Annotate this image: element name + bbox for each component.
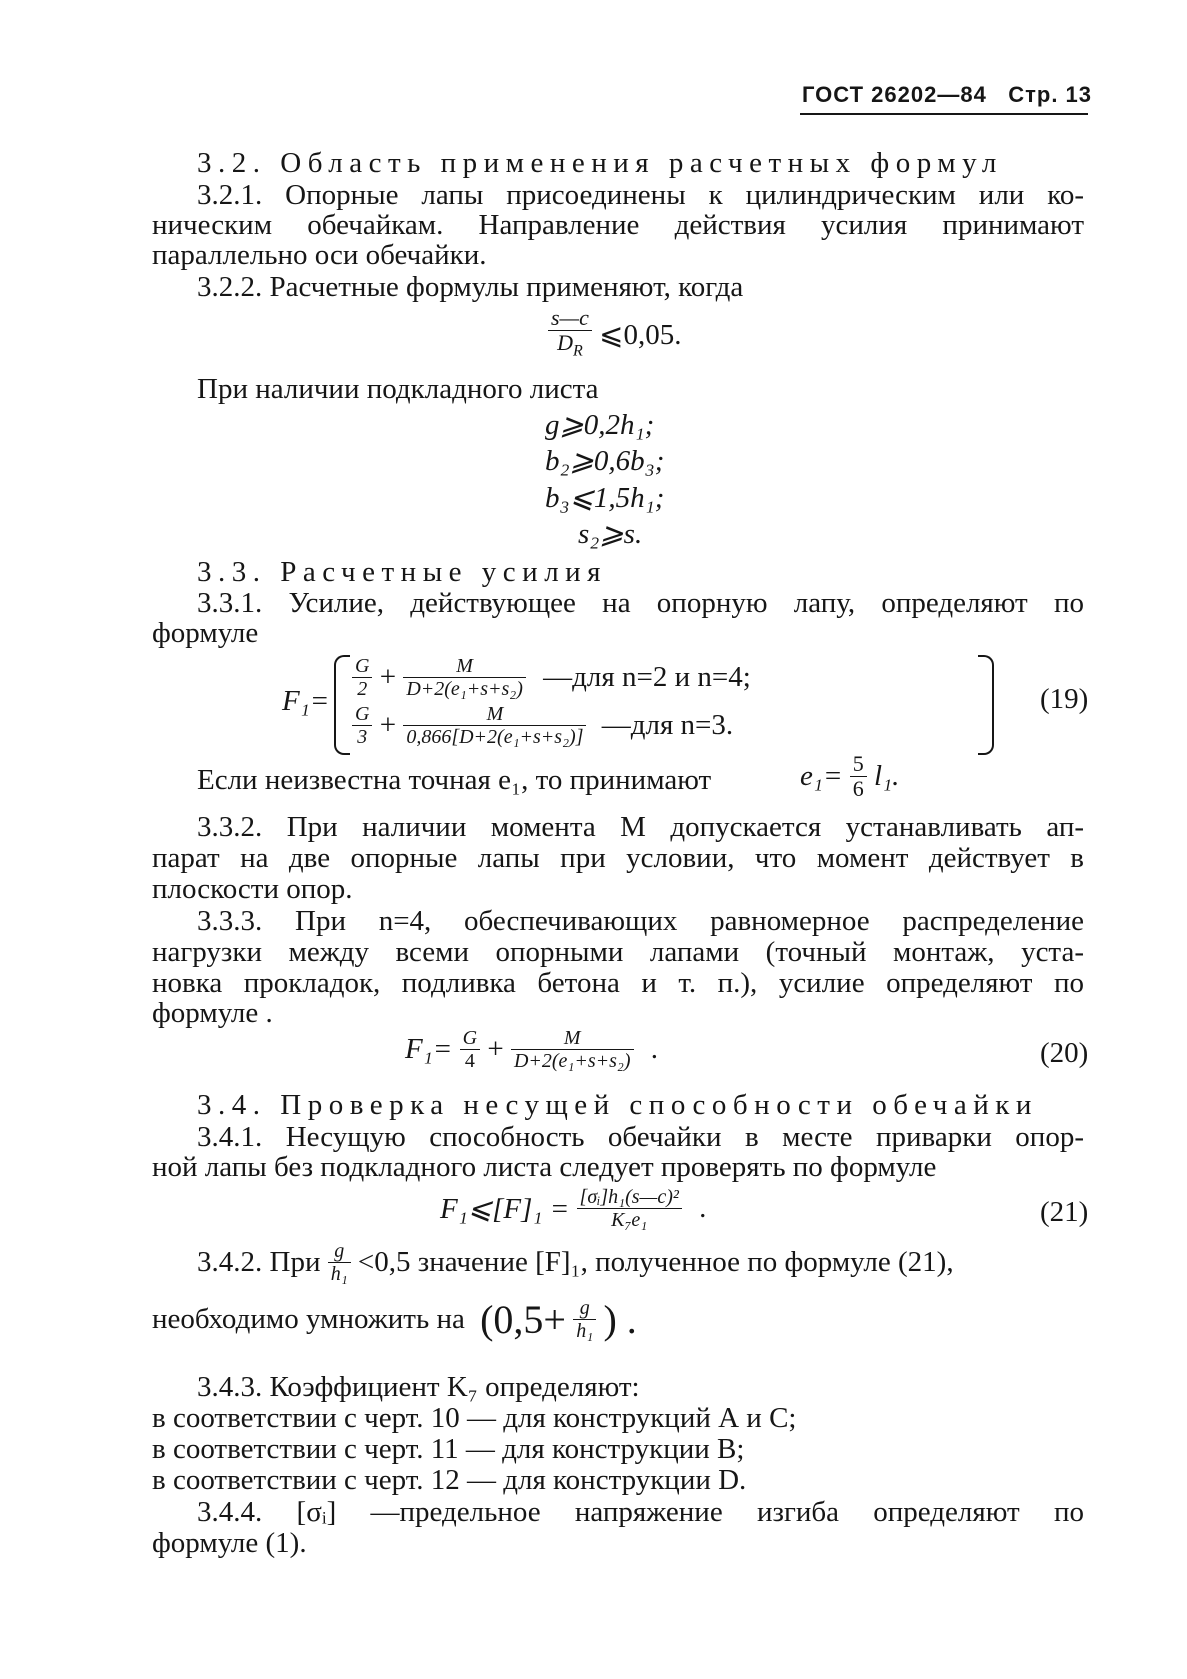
para-3-4-3-item-c: в соответствии с черт. 12 — для конструкции D. [152,1464,747,1496]
para-3-3-1-line2: формуле [152,617,259,649]
e1-lhs: e₁= [800,760,843,792]
eq21-lhs: F₁⩽[F]₁ = [440,1193,570,1225]
equation-20-number: (20) [1040,1037,1089,1069]
para-3-4-1-line2: ной лапы без подкладного листа следует проверять по формуле [152,1151,937,1183]
right-brace [978,655,994,755]
g-over-h1 [328,1240,351,1285]
g-over-h1-2 [573,1297,596,1342]
para-3-2-1-line1: 3.2.1. Опорные лапы присоединены к цилиндрическим или ко- [197,179,1084,211]
equation-19-number: (19) [1040,683,1089,715]
para-3-3-1-line1: 3.3.1. Усилие, действующее на опорную лапу, определяют по [197,587,1084,619]
p342-paren-close: ) . [603,1297,637,1342]
page-number: Стр. 13 [1008,82,1093,107]
denominator: D+2(e₁+s+s₂) [513,1050,631,1072]
para-3-2-1-line3: параллельно оси обечайки. [152,239,487,271]
e1-formula [800,752,899,801]
den-sub: R [573,342,583,360]
para-3-4-3-item-b: в соответствии с черт. 11 — для конструкции В; [152,1433,745,1465]
denominator: h₁ [576,1320,594,1342]
eq19-r2-condition: —для n=3. [601,709,734,741]
inequality-4: s₂⩾s. [578,518,643,550]
numerator: G [352,703,372,726]
denominator: 0,866[D+2(e₁+s+s₂)] [406,726,584,748]
eq19-r1-condition: —для n=2 и n=4; [543,661,751,693]
eq20-frac1 [460,1027,480,1072]
para-3-3-3-line4: формуле . [152,997,273,1029]
denominator: 3 [357,726,368,748]
para-3-2-2: 3.2.2. Расчетные формулы применяют, когда [197,271,744,303]
eq20-tail: . [650,1033,659,1065]
para-3-4-4-line1: 3.4.4. [σᵢ] —предельное напряжение изгиба определяют по [197,1496,1084,1528]
para-3-2-1-line2: ническим обечайкам. Направление действия усилия принимают [152,209,1084,241]
para-3-3-3-line3: новка прокладок, подливка бетона и т. п.), усилие определяют по [152,967,1084,999]
para-3-4-1-line1: 3.4.1. Несущую способность обечайки в месте приварки опор- [197,1121,1084,1153]
eq19-r1-frac2 [403,655,526,700]
eq19-row1 [352,655,751,700]
numerator: M [403,655,526,678]
denominator: 6 [852,776,864,801]
section-title-3-2: 3.2. Область применения расчетных формул [197,147,1003,179]
para-3-4-3-item-a: в соответствии с черт. 10 — для конструкций А и С; [152,1402,797,1434]
eq19-r2-frac2 [403,703,586,748]
condition-fraction [548,306,592,363]
p342-post: <0,5 значение [F]₁, полученное по формуле (21), [357,1246,954,1278]
inequality-3: b₃⩽1,5h₁; [545,482,665,514]
equation-21-number: (21) [1040,1196,1089,1228]
condition-rhs: ⩽0,05. [599,319,682,352]
para-3-3-2-line1: 3.3.2. При наличии момента M допускается устанавливать ап- [197,811,1084,843]
para-3-4-2-line2 [152,1296,637,1343]
denominator: 2 [357,678,368,700]
eq21-fraction [577,1186,682,1231]
denominator: D+2(e₁+s+s₂) [406,678,523,700]
eq19-lhs: F₁= [282,685,330,717]
para-3-3-2-line2: парат на две опорные лапы при условии, что момент действует в [152,842,1084,874]
p342-line2-pre: необходимо умножить на [152,1303,465,1335]
para-3-3-3-line2: нагрузки между всеми опорными лапами (точный монтаж, уста- [152,936,1084,968]
numerator: M [511,1027,634,1050]
para-3-4-3: 3.4.3. Коэффициент K₇ определяют: [197,1371,640,1403]
header-rule [800,113,1088,115]
inequality-2: b₂⩾0,6b₃; [545,445,665,477]
plus-sign: + [379,661,397,693]
plus-sign: + [487,1033,504,1065]
eq19-row2 [352,703,733,748]
plus-sign: + [379,709,397,741]
inequality-1: g⩾0,2h₁; [545,409,655,441]
eq20-frac2 [511,1027,634,1072]
numerator: g [328,1240,351,1263]
fraction-numerator: s—c [548,306,592,331]
equation-20 [405,1027,658,1072]
eq19-braces [334,655,994,755]
p342-paren-open: (0,5+ [480,1297,566,1342]
den-main: D [557,330,573,355]
section-title-3-3: 3.3. Расчетные усилия [197,556,608,588]
para-3-4-2-line1 [197,1240,954,1285]
p342-pre: 3.4.2. При [197,1246,321,1278]
condition-formula [548,306,681,363]
pad-intro: При наличии подкладного листа [197,373,599,405]
eq20-lhs: F₁= [405,1033,453,1065]
para-3-3-2-line3: плоскости опор. [152,873,353,905]
section-title-3-4: 3.4. Проверка несущей способности обечайки [197,1089,1038,1121]
gost-number: ГОСТ 26202—84 [802,82,987,107]
page-header [802,82,1092,108]
para-3-4-4-line2: формуле (1). [152,1527,307,1559]
eq19-r2-frac1 [352,703,372,748]
equation-21 [440,1186,706,1231]
eq19-r1-frac1 [352,655,372,700]
e1-fraction [850,752,867,801]
numerator: G [460,1027,480,1050]
e1-rhs: l₁. [874,760,900,792]
numerator: G [352,655,372,678]
fraction-denominator [548,331,592,363]
left-brace [334,655,350,755]
eq21-tail: . [699,1192,707,1224]
para-3-3-3-line1: 3.3.3. При n=4, обеспечивающих равномерное распределение [197,905,1084,937]
denominator: 4 [464,1050,475,1072]
numerator: g [573,1297,596,1320]
numerator: [σᵢ]h₁(s—c)² [577,1186,682,1209]
numerator: M [403,703,586,726]
if-unknown-text: Если неизвестна точная e₁, то принимают [197,764,712,796]
denominator: K₇e₁ [611,1209,648,1231]
numerator: 5 [850,752,867,777]
denominator: h₁ [330,1263,348,1285]
